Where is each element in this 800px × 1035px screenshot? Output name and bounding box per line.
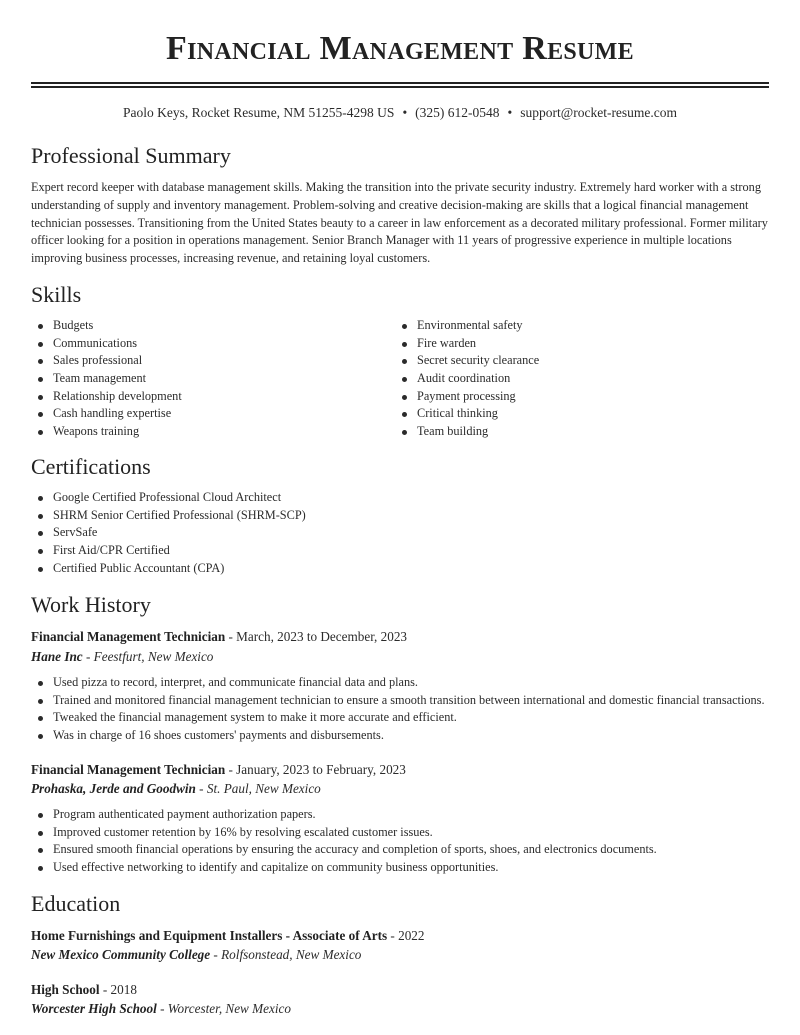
education-year: 2022 (398, 928, 425, 943)
skill-item: Team building (395, 423, 539, 441)
certifications-heading: Certifications (31, 454, 151, 479)
summary-text: Expert record keeper with database management skills. Making the transition into the private security industry. Extremely hard worker with a strong understanding of supply and inventory management. Problem-solving and creative decision-making are skills that a logical financial management technician possesses. Transitioning from the United States beauty to a career in law enforcement as a decorated military professional. Former military officer looking for a position in operations management. Senior Branch Manager with 11 years of progressive experience in multiple locations improving business processes, increasing revenue, and retaining loyal customers. (31, 180, 768, 266)
certification-item: Certified Public Accountant (CPA) (31, 560, 306, 578)
job-duty-item: Tweaked the financial management system to make it more accurate and efficient. (31, 709, 765, 727)
education-school-line: New Mexico Community College - Rolfsonstead, New Mexico (31, 947, 362, 962)
employer-line: Prohaska, Jerde and Goodwin - St. Paul, New Mexico (31, 781, 321, 796)
employer-name: Prohaska, Jerde and Goodwin (31, 781, 196, 796)
work-history-heading: Work History (31, 592, 151, 617)
education-degree-line: Home Furnishings and Equipment Installers - Associate of Arts - 2022 (31, 928, 425, 943)
employer-location: Feestfurt, New Mexico (93, 649, 214, 664)
skill-item: Team management (31, 370, 182, 388)
education-school-line: Worcester High School - Worcester, New Mexico (31, 1001, 291, 1016)
certifications-list (31, 489, 306, 577)
skill-item: Budgets (31, 317, 182, 335)
contact-separator: • (507, 105, 513, 120)
job-title-line: Financial Management Technician - March, 2023 to December, 2023 (31, 629, 408, 644)
education-school: Worcester High School (31, 1001, 157, 1016)
certification-item: First Aid/CPR Certified (31, 542, 306, 560)
skill-item: Weapons training (31, 423, 182, 441)
skill-item: Payment processing (395, 388, 539, 406)
education-degree-line: High School - 2018 (31, 982, 137, 997)
skills-list-left (31, 317, 182, 441)
contact-line (31, 105, 769, 121)
certification-item: Google Certified Professional Cloud Architect (31, 489, 306, 507)
job-title: Financial Management Technician (31, 629, 226, 644)
education-year: 2018 (110, 982, 137, 997)
certification-item: SHRM Senior Certified Professional (SHRM-SCP) (31, 507, 306, 525)
skills-heading: Skills (31, 282, 82, 307)
skill-item: Cash handling expertise (31, 405, 182, 423)
skill-item: Critical thinking (395, 405, 539, 423)
skill-item: Relationship development (31, 388, 182, 406)
contact-email: support@rocket-resume.com (520, 105, 678, 120)
skill-item: Sales professional (31, 352, 182, 370)
job-duty-item: Improved customer retention by 16% by resolving escalated customer issues. (31, 824, 657, 842)
contact-address: Paolo Keys, Rocket Resume, NM 51255-4298 US (122, 105, 395, 120)
skill-item: Audit coordination (395, 370, 539, 388)
title-divider-bottom (31, 86, 769, 88)
education-heading: Education (31, 891, 121, 916)
contact-phone: (325) 612-0548 (415, 105, 500, 120)
job-title: Financial Management Technician (31, 762, 226, 777)
skill-item: Environmental safety (395, 317, 539, 335)
job-duty-item: Used pizza to record, interpret, and communicate financial data and plans. (31, 674, 765, 692)
job-duty-item: Used effective networking to identify and capitalize on community business opportunities. (31, 859, 657, 877)
job-duties-list (31, 806, 657, 877)
job-duty-item: Trained and monitored financial management technician to ensure a smooth transition between international and domestic financial transactions. (31, 692, 765, 710)
skill-item: Fire warden (395, 335, 539, 353)
education-school: New Mexico Community College (31, 947, 211, 962)
skill-item: Secret security clearance (395, 352, 539, 370)
job-dates: January, 2023 to February, 2023 (236, 762, 406, 777)
skill-item: Communications (31, 335, 182, 353)
job-duty-item: Program authenticated payment authorization papers. (31, 806, 657, 824)
education-degree: High School (31, 982, 100, 997)
job-title-line: Financial Management Technician - January, 2023 to February, 2023 (31, 762, 406, 777)
resume-title: Financial Management Resume (166, 30, 634, 67)
education-degree: Home Furnishings and Equipment Installers - Associate of Arts (31, 928, 388, 943)
job-dates: March, 2023 to December, 2023 (236, 629, 408, 644)
title-divider-top (31, 82, 769, 84)
employer-name: Hane Inc (31, 649, 83, 664)
employer-location: St. Paul, New Mexico (206, 781, 321, 796)
certification-item: ServSafe (31, 524, 306, 542)
job-duty-item: Was in charge of 16 shoes customers' payments and disbursements. (31, 727, 765, 745)
summary-heading: Professional Summary (31, 143, 231, 168)
skills-list-right (395, 317, 539, 441)
education-location: Worcester, New Mexico (167, 1001, 291, 1016)
education-location: Rolfsonstead, New Mexico (221, 947, 362, 962)
contact-separator: • (402, 105, 408, 120)
employer-line: Hane Inc - Feestfurt, New Mexico (31, 649, 214, 664)
job-duty-item: Ensured smooth financial operations by ensuring the accuracy and completion of sports, shoes, and electronics documents. (31, 841, 657, 859)
job-duties-list (31, 674, 765, 745)
